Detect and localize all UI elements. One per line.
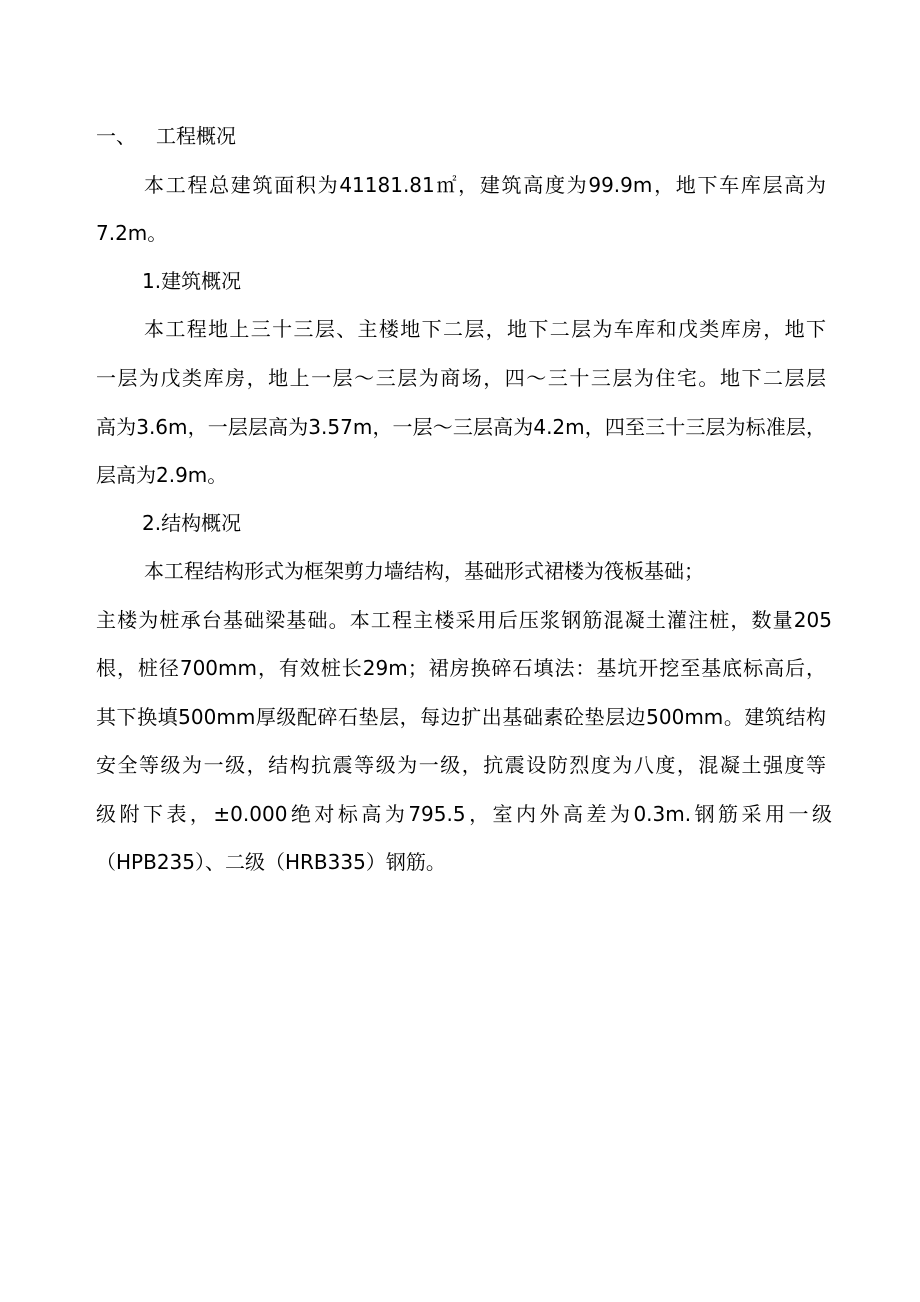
sub1-line-2: 一层为戊类库房，地上一层～三层为商场，四～三十三层为住宅。地下二层层 <box>96 366 826 390</box>
intro-line-1: 本工程总建筑面积为41181.81㎡，建筑高度为99.9m，地下车库层高为 <box>144 173 826 197</box>
sub1-line-3: 高为3.6m，一层层高为3.57m，一层～三层高为4.2m，四至三十三层为标准层， <box>96 415 826 439</box>
sub2-line-7: （HPB235）、二级（HRB335）钢筋。 <box>96 850 446 874</box>
sub2-line-2: 主楼为桩承台基础梁基础。本工程主楼采用后压浆钢筋混凝土灌注桩，数量205 <box>96 608 832 632</box>
sub1-line-4: 层高为2.9m。 <box>96 463 228 487</box>
subsection-1-title: 1.建筑概况 <box>142 269 242 293</box>
sub1-line-1: 本工程地上三十三层、主楼地下二层，地下二层为车库和戊类库房，地下 <box>144 317 826 341</box>
section-title: 工程概况 <box>156 124 236 148</box>
sub2-line-5: 安全等级为一级，结构抗震等级为一级，抗震设防烈度为八度，混凝土强度等 <box>96 753 826 777</box>
subsection-2-title: 2.结构概况 <box>142 511 242 535</box>
sub2-line-6: 级附下表，±0.000绝对标高为795.5，室内外高差为0.3m.钢筋采用一级 <box>96 802 832 826</box>
section-number: 一、 <box>96 124 136 148</box>
sub2-line-4: 其下换填500mm厚级配碎石垫层，每边扩出基础素砼垫层边500mm。建筑结构 <box>96 705 826 729</box>
section-heading <box>0 116 920 156</box>
sub2-line-3: 根，桩径700mm，有效桩长29m；裙房换碎石填法：基坑开挖至基底标高后， <box>96 656 826 680</box>
sub2-line-1: 本工程结构形式为框架剪力墙结构，基础形式裙楼为筏板基础； <box>144 559 704 583</box>
intro-line-2: 7.2m。 <box>96 221 168 245</box>
